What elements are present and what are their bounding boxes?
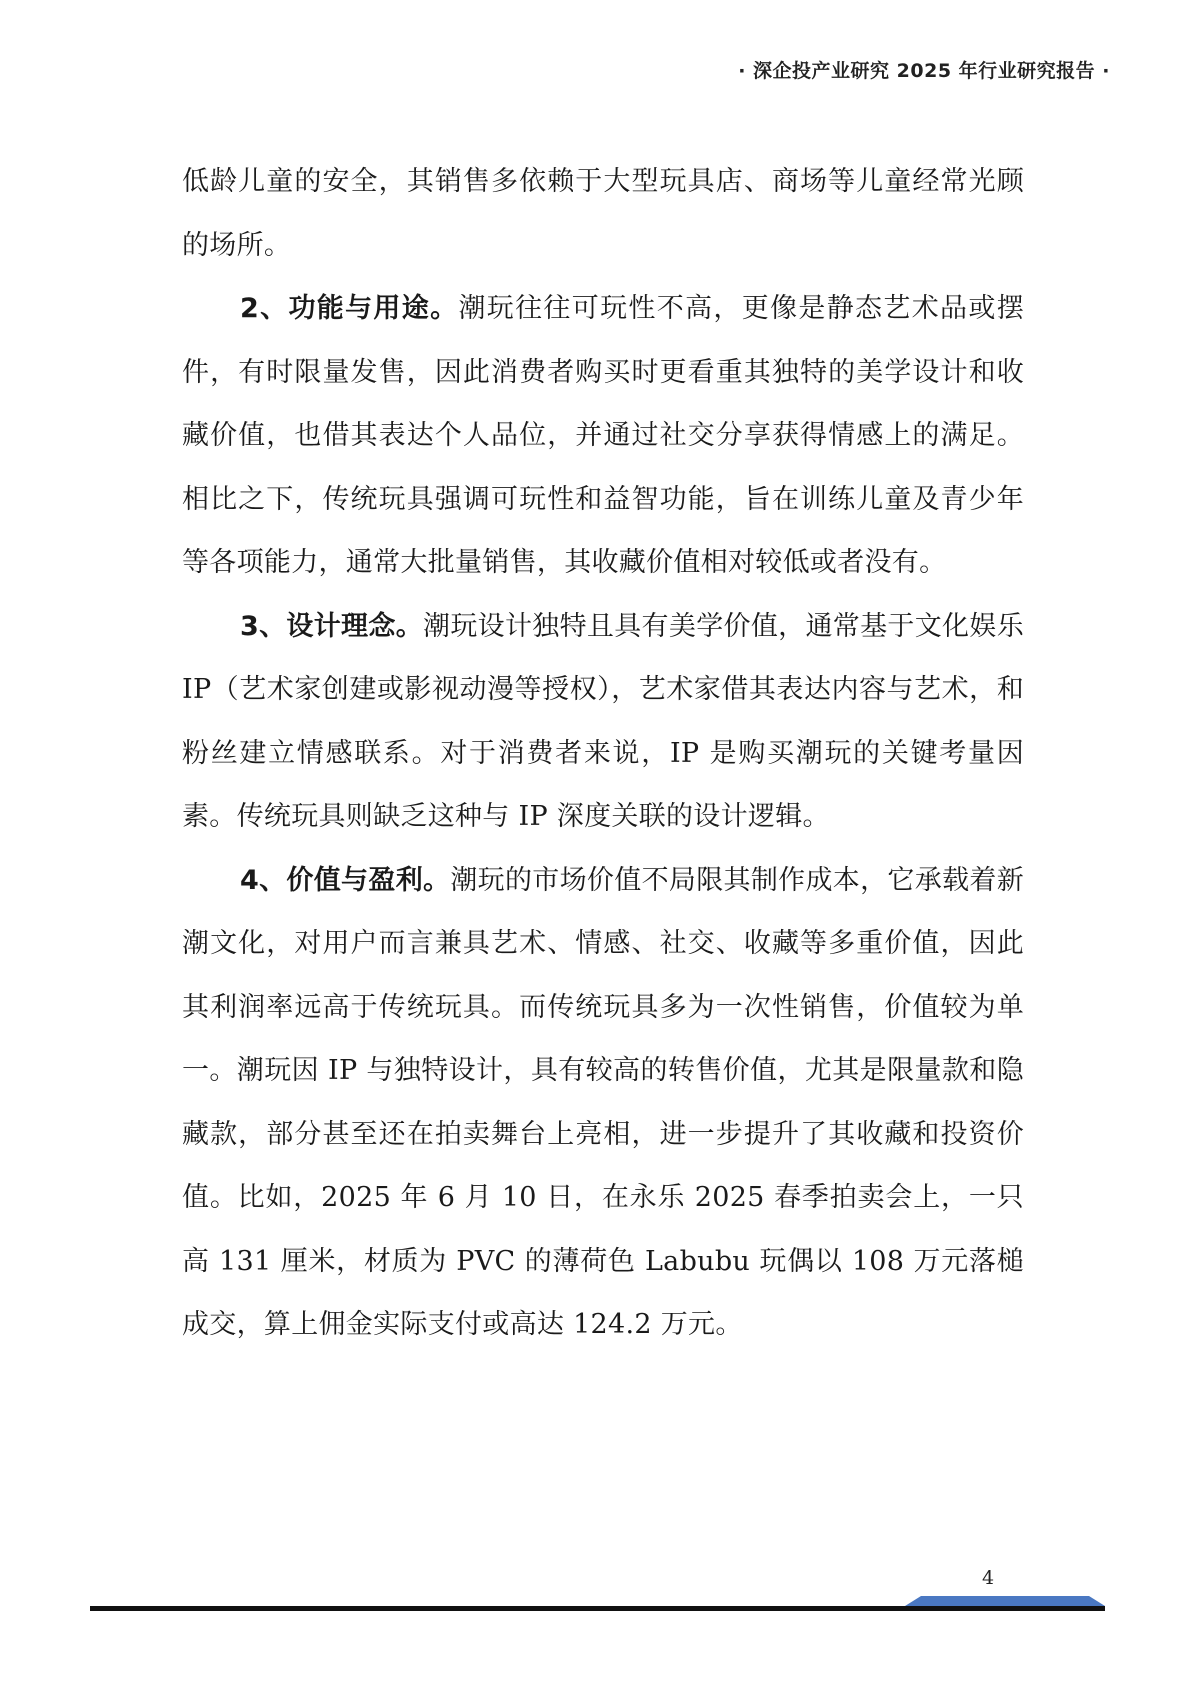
paragraph-heading: 4、价值与盈利。 (240, 864, 451, 896)
paragraph-continuation (182, 150, 1024, 277)
paragraph-heading: 2、功能与用途。 (240, 293, 459, 324)
paragraph-text: 低龄儿童的安全，其销售多依赖于大型玩具店、商场等儿童经常光顾的场所。 (182, 166, 1024, 261)
paragraph-text: 潮玩的市场价值不局限其制作成本，它承载着新潮文化，对用户而言兼具艺术、情感、社交、收藏等多重价值，因此其利润率远高于传统玩具。而传统玩具多为一次性销售，价值较为单一。潮玩因 IP 与独特设计，具有较高的转售价值，尤其是限量款和隐藏款，部分甚至还在拍卖舞台上亮相，进一步提升了其收藏和投资价值。比如，2025 年 6 月 10 日，在永乐 2025 春季拍卖会上，一只高 131 厘米，材质为 PVC 的薄荷色 Labubu 玩偶以 108 万元落槌成交，算上佣金实际支付或高达 124.2 万元。 (182, 864, 1024, 1340)
document-body (182, 150, 1024, 1357)
paragraph-text: 潮玩往往可玩性不高，更像是静态艺术品或摆件，有时限量发售，因此消费者购买时更看重其独特的美学设计和收藏价值，也借其表达个人品位，并通过社交分享获得情感上的满足。相比之下，传统玩具强调可玩性和益智功能，旨在训练儿童及青少年等各项能力，通常大批量销售，其收藏价值相对较低或者没有。 (182, 293, 1025, 578)
paragraph-function-and-use (182, 277, 1024, 595)
page-number: 4 (982, 1567, 995, 1589)
footer-accent-bar (905, 1596, 1105, 1606)
report-header: · 深企投产业研究 2025 年行业研究报告 · (738, 60, 1110, 82)
footer-rule (90, 1606, 1105, 1611)
paragraph-value-and-profit (182, 849, 1024, 1357)
paragraph-text: 潮玩设计独特且具有美学价值，通常基于文化娱乐 IP（艺术家创建或影视动漫等授权），艺术家借其表达内容与艺术，和粉丝建立情感联系。对于消费者来说，IP 是购买潮玩的关键考量因素。传统玩具则缺乏这种与 IP 深度关联的设计逻辑。 (182, 610, 1024, 832)
paragraph-heading: 3、设计理念。 (240, 610, 424, 642)
paragraph-design-concept (182, 595, 1024, 849)
